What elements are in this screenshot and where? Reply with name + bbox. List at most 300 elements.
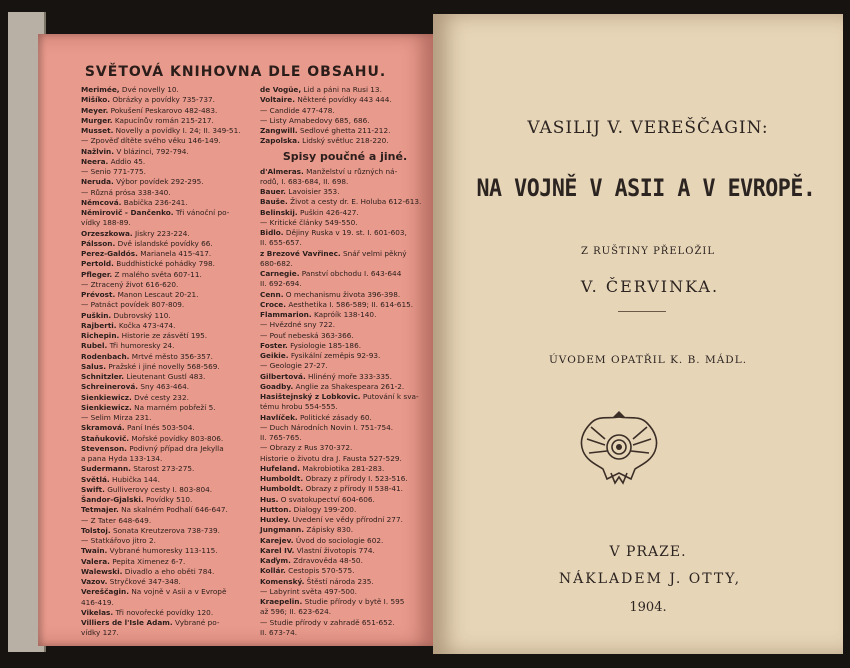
- catalog-entry: [260, 464, 430, 474]
- catalog-entry-text: — Statkářovo jitro 2.: [81, 536, 156, 545]
- catalog-entry-author: Carnegie.: [260, 269, 300, 278]
- catalog-entry-text: Addio 45.: [108, 156, 146, 166]
- catalog-entry-text: Panství obchodu I. 643-644: [299, 269, 402, 278]
- catalog-entry: [81, 259, 256, 269]
- catalog-entry: [260, 433, 430, 443]
- catalog-entry-author: d'Almeras.: [260, 166, 304, 176]
- catalog-entry-text: Jiskry 223-224.: [132, 228, 190, 238]
- catalog-entry-author: Bauer.: [260, 187, 286, 196]
- catalog-entry-text: II. 655-657.: [260, 238, 302, 248]
- catalog-entry-text: Zápisky 830.: [304, 525, 354, 535]
- catalog-entry: [260, 484, 430, 494]
- catalog-entry: [260, 167, 430, 177]
- catalog-entry: [260, 279, 430, 289]
- catalog-entry-text: II. 692-694.: [260, 279, 302, 289]
- catalog-entry: [260, 577, 430, 587]
- catalog-entry-text: Makrobiotika 281-283.: [300, 463, 385, 473]
- catalog-entry-text: Dvé novelly 10.: [119, 85, 179, 94]
- catalog-entry-text: Úvod do sociologie 602.: [293, 535, 384, 545]
- catalog-entry-author: Hus.: [260, 494, 279, 504]
- catalog-entry: [260, 228, 430, 238]
- catalog-entry-author: Foster.: [260, 340, 288, 350]
- catalog-entry-author: Swift.: [81, 484, 105, 494]
- catalog-entry: [81, 475, 256, 485]
- catalog-entry-author: Hufeland.: [260, 463, 301, 473]
- catalog-entry-text: Fysiologie 185-186.: [287, 340, 362, 350]
- catalog-entry: [260, 505, 430, 515]
- catalog-entry-text: Babička 236-241.: [121, 197, 188, 207]
- catalog-entry-author: Rodenbach.: [81, 351, 130, 361]
- catalog-entry-text: 680-682.: [260, 258, 293, 268]
- catalog-entry-text: Gulliverovy cesty I. 803-804.: [104, 484, 213, 494]
- catalog-column-2-fiction: [260, 85, 430, 147]
- catalog-entry-text: Pokušení Peskarovo 482-483.: [108, 105, 218, 115]
- catalog-entry: [81, 382, 256, 392]
- catalog-entry: [260, 116, 430, 126]
- catalog-entry-author: Voltaire.: [260, 95, 295, 105]
- catalog-entry: [81, 198, 256, 208]
- catalog-entry: [260, 197, 430, 207]
- catalog-entry: [81, 444, 256, 454]
- catalog-entry: [260, 259, 430, 269]
- catalog-entry: [81, 434, 256, 444]
- catalog-title: SVĚTOVÁ KNIHOVNA DLE OBSAHU.: [84, 64, 387, 80]
- catalog-entry: [260, 95, 430, 105]
- catalog-entry: [81, 188, 256, 198]
- catalog-entry-text: Vybrané po-: [172, 618, 220, 627]
- catalog-entry-text: — Geologie 27-27.: [260, 361, 328, 371]
- catalog-entry: [260, 597, 430, 607]
- catalog-entry-author: Musset.: [81, 126, 114, 135]
- catalog-entry-text: Sny 463-464.: [138, 382, 190, 392]
- catalog-entry-author: Puškin.: [81, 310, 112, 320]
- catalog-entry-text: Tři novořecké povídky 120.: [113, 607, 214, 617]
- catalog-entry-text: Historie o životu dra J. Fausta 527-529.: [260, 453, 402, 463]
- catalog-entry: [81, 177, 256, 187]
- catalog-entry: [81, 485, 256, 495]
- catalog-entry: [260, 402, 430, 412]
- catalog-entry-text: Hubička 144.: [109, 474, 160, 484]
- catalog-entry-text: Mořské povídky 803-806.: [129, 433, 224, 443]
- catalog-entry-author: Karejev.: [260, 535, 294, 545]
- catalog-entry-text: Stryčkové 347-348.: [107, 577, 181, 586]
- catalog-entry: [260, 290, 430, 300]
- catalog-entry-text: Z malého světa 607-11.: [112, 269, 202, 279]
- catalog-entry-text: vídky 188-89.: [81, 218, 131, 228]
- catalog-entry-author: Nažlvin.: [81, 146, 115, 156]
- catalog-entry: [260, 566, 430, 576]
- catalog-entry: [260, 106, 430, 116]
- catalog-entry: [81, 85, 256, 95]
- catalog-entry-author: Komenský.: [260, 576, 305, 586]
- catalog-entry-author: Rajberti.: [81, 320, 117, 330]
- catalog-entry: [81, 372, 256, 382]
- catalog-entry: [260, 208, 430, 218]
- catalog-entry-text: Kapróík 138-140.: [311, 310, 377, 319]
- catalog-entry-author: Staňukovič.: [81, 433, 130, 443]
- catalog-entry: [260, 361, 430, 371]
- catalog-entry-author: Twain.: [81, 546, 108, 556]
- catalog-entry-text: Uvedení ve vědy přírodní 277.: [290, 515, 403, 524]
- catalog-entry-author: Rubel.: [81, 341, 108, 351]
- catalog-entry-text: rodů, I. 683-684, II. 698.: [260, 176, 349, 186]
- catalog-entry-author: Murger.: [81, 115, 113, 125]
- catalog-entry-author: Skramová.: [81, 423, 125, 433]
- catalog-entry-text: Dvě islandské povídky 66.: [115, 238, 213, 248]
- catalog-entry-text: Snář velmi pěkný: [340, 248, 407, 258]
- catalog-entry: [260, 382, 430, 392]
- catalog-entry-author: Vereščagin.: [81, 587, 130, 597]
- catalog-entry-text: Pražské i jiné novelly 568-569.: [106, 361, 220, 371]
- catalog-entry-author: Humboldt.: [260, 484, 304, 494]
- catalog-entry-author: Merimée,: [81, 85, 120, 94]
- publication-year: 1904.: [629, 600, 667, 615]
- publisher-emblem-icon: [569, 409, 669, 489]
- catalog-entry-author: Sienkiewicz.: [81, 402, 132, 412]
- catalog-entry: [260, 300, 430, 310]
- catalog-entry-author: Schreinerová.: [81, 382, 139, 392]
- catalog-entry: [260, 85, 430, 95]
- catalog-entry-author: Hasištejnský z Lobkovic.: [260, 392, 361, 401]
- catalog-entry: [260, 423, 430, 433]
- catalog-entry-text: Na vojně v Asii a v Evropě: [129, 587, 227, 597]
- catalog-entry-author: Světlá.: [81, 474, 110, 484]
- catalog-entry: [260, 351, 430, 361]
- catalog-entry: [81, 321, 256, 331]
- catalog-entry-author: Hutton.: [260, 504, 292, 514]
- catalog-entry-text: II. 765-765.: [260, 433, 302, 442]
- catalog-entry-text: Povídky 510.: [143, 495, 193, 504]
- catalog-entry: [81, 526, 256, 536]
- catalog-entry-text: Fysikální zeměpis 92-93.: [288, 351, 381, 360]
- catalog-entry-text: Marianela 415-417.: [137, 249, 212, 258]
- catalog-entry-text: — Obrazy z Rus 370-372.: [260, 443, 353, 453]
- catalog-entry: [260, 187, 430, 197]
- catalog-entry: [81, 587, 256, 597]
- catalog-entry-author: Havlíček.: [260, 412, 298, 422]
- catalog-entry: [81, 116, 256, 126]
- catalog-entry: [81, 229, 256, 239]
- catalog-entry: [260, 238, 430, 248]
- catalog-entry-author: Šandor-Gjalski.: [81, 495, 144, 504]
- catalog-entry-author: Salus.: [81, 361, 106, 371]
- catalog-entry-author: Meyer.: [81, 105, 109, 115]
- catalog-entry-author: Goadby.: [260, 381, 294, 391]
- catalog-entry: [81, 495, 256, 505]
- catalog-entry: [260, 607, 430, 617]
- catalog-entry-text: O mechanismu života 396-398.: [283, 289, 401, 299]
- catalog-entry-author: z Brezové Vavřinec.: [260, 248, 341, 258]
- catalog-entry-text: Dialogy 199-200.: [291, 504, 357, 514]
- catalog-entry: [81, 147, 256, 157]
- catalog-entry-author: Humboldt.: [260, 474, 304, 483]
- catalog-entry: [260, 618, 430, 628]
- catalog-entry-text: Divadlo a eho oběti 784.: [122, 566, 215, 576]
- catalog-entry-text: Mrtvé město 356-357.: [129, 351, 213, 361]
- catalog-entry-text: Kapucínův román 215-217.: [112, 115, 214, 125]
- catalog-entry: [260, 628, 430, 638]
- catalog-entry-author: Neera.: [81, 156, 109, 166]
- catalog-entry-text: Historie ze zásvětí 195.: [119, 331, 208, 340]
- catalog-entry-text: až 596; II. 623-624.: [260, 607, 332, 617]
- catalog-entry-text: Lavoisier 353.: [285, 187, 340, 196]
- catalog-entry-text: Aesthetika I. 586-589; II. 614-615.: [286, 299, 414, 309]
- catalog-entry: [81, 464, 256, 474]
- catalog-entry-text: a pana Hyda 133-134.: [81, 454, 163, 463]
- catalog-entry: [81, 167, 256, 177]
- catalog-entry: [260, 126, 430, 136]
- catalog-entry-text: Lidský světluc 218-220.: [299, 136, 389, 146]
- catalog-entry-author: Němcová.: [81, 197, 122, 207]
- catalog-entry-text: Hlinéný moře 333-335.: [305, 371, 392, 381]
- catalog-entry: [260, 515, 430, 525]
- catalog-entry-text: — Ztracený život 616-620.: [81, 279, 179, 289]
- catalog-entry-text: Zdravověda 48-50.: [290, 556, 363, 565]
- catalog-entry-text: Obrazy z přírody II 538-41.: [303, 484, 403, 494]
- catalog-entry-author: Karel IV.: [260, 545, 295, 555]
- catalog-entry: [81, 126, 256, 136]
- translator-name: V. ČERVINKA.: [580, 277, 720, 296]
- catalog-entry-author: Zapolska.: [260, 136, 300, 146]
- catalog-entry-text: — Zpověď dítěte svého věku 146-149.: [81, 136, 221, 146]
- catalog-entry: [81, 300, 256, 310]
- catalog-entry: [81, 352, 256, 362]
- catalog-entry-text: tému hrobu 554-555.: [260, 402, 338, 412]
- catalog-entry-text: Anglie za Shakespeara 261-2.: [293, 381, 405, 391]
- catalog-section-title: Spisy poučné a jiné.: [282, 149, 408, 163]
- catalog-entry: [81, 505, 256, 515]
- catalog-entry-text: Politické zásady 60.: [297, 412, 372, 422]
- catalog-entry: [81, 546, 256, 556]
- catalog-entry: [260, 546, 430, 556]
- catalog-entry: [260, 218, 430, 228]
- catalog-entry-text: Podivný případ dra Jekylla: [126, 443, 224, 453]
- catalog-entry-text: Starost 273-275.: [130, 464, 195, 474]
- catalog-entry: [81, 239, 256, 249]
- catalog-entry: [81, 598, 256, 608]
- catalog-entry: [81, 270, 256, 280]
- catalog-entry: [260, 341, 430, 351]
- catalog-entry-author: Pálsson.: [81, 238, 116, 248]
- catalog-entry: [81, 618, 256, 628]
- catalog-entry-text: Na marném pobřeží 5.: [131, 402, 216, 412]
- catalog-entry: [81, 331, 256, 341]
- catalog-entry-text: Paní Inés 503-504.: [124, 423, 195, 433]
- catalog-entry-text: Lieutenant Gustl 483.: [124, 372, 206, 381]
- catalog-entry-author: Tetmajer.: [81, 505, 119, 515]
- catalog-entry-text: — Kritické články 549-550.: [260, 217, 358, 227]
- catalog-entry-text: Obrazy z přírody I. 523-516.: [303, 474, 408, 483]
- catalog-entry: [260, 587, 430, 597]
- right-page-title: [433, 14, 843, 654]
- catalog-entry: [81, 208, 256, 218]
- catalog-entry: [260, 556, 430, 566]
- catalog-entry-text: Dějiny Ruska v 19. st. I. 601-603,: [283, 228, 407, 237]
- catalog-entry: [81, 95, 256, 105]
- catalog-entry-text: Vybrané humoresky 113-115.: [107, 546, 218, 556]
- catalog-entry: [260, 536, 430, 546]
- catalog-entry-author: Pertold.: [81, 259, 114, 269]
- catalog-entry-author: Gilbertová.: [260, 371, 306, 381]
- book-title: NA VOJNĚ V ASII A V EVROPĚ.: [476, 174, 816, 202]
- catalog-entry-author: Huxley.: [260, 515, 291, 524]
- catalog-entry: [81, 608, 256, 618]
- catalog-entry-author: Zangwill.: [260, 126, 298, 135]
- catalog-entry: [81, 516, 256, 526]
- catalog-entry-text: Tři vánoční po-: [173, 208, 230, 217]
- catalog-entry-text: — Labyrint světa 497-500.: [260, 586, 358, 596]
- catalog-entry: [260, 269, 430, 279]
- catalog-entry-text: Sonata Kreutzerova 738-739.: [110, 525, 220, 535]
- catalog-entry-text: Na skalném Podhalí 646-647.: [118, 505, 228, 515]
- catalog-entry: [81, 249, 256, 259]
- catalog-entry-author: Bidlo.: [260, 228, 284, 237]
- catalog-entry-text: — Duch Národních Novin I. 751-754.: [260, 422, 394, 432]
- catalog-entry-text: Sedlové ghetta 211-212.: [297, 126, 391, 135]
- catalog-entry: [81, 218, 256, 228]
- introduction-credit: ÚVODEM OPATŘIL K. B. MÁDL.: [548, 354, 748, 366]
- catalog-entry: [81, 557, 256, 567]
- catalog-entry-text: — Hvězdné sny 722.: [260, 320, 336, 330]
- catalog-entry: [260, 177, 430, 187]
- divider-rule: [618, 311, 666, 312]
- catalog-entry: [81, 362, 256, 372]
- catalog-entry-text: O svatokupectví 604-606.: [278, 494, 375, 504]
- catalog-entry-text: V blázinci, 792-794.: [114, 146, 189, 156]
- catalog-entry-author: Tolstoj.: [81, 525, 111, 535]
- catalog-entry: [81, 454, 256, 464]
- catalog-entry: [260, 454, 430, 464]
- catalog-entry-author: Vazov.: [81, 577, 108, 586]
- catalog-entry-author: de Vogüe,: [260, 85, 302, 94]
- catalog-entry-text: Vlastní životopis 774.: [294, 545, 375, 555]
- catalog-entry-text: Manon Lescaut 20-21.: [115, 290, 199, 299]
- catalog-entry-author: Pfleger.: [81, 269, 113, 279]
- catalog-entry: [81, 311, 256, 321]
- catalog-entry: [81, 157, 256, 167]
- catalog-entry-author: Kollár.: [260, 566, 286, 576]
- catalog-entry-author: Neruda.: [81, 177, 114, 187]
- catalog-entry-author: Schnitzler.: [81, 372, 124, 381]
- catalog-entry: [81, 577, 256, 587]
- publication-city: V PRAZE.: [609, 544, 687, 560]
- catalog-entry: [81, 393, 256, 403]
- catalog-entry-text: Lid a páni na Rusi 13.: [301, 85, 382, 94]
- catalog-entry: [260, 310, 430, 320]
- catalog-entry: [81, 567, 256, 577]
- catalog-entry-text: — Listy Amabedovy 685, 686.: [260, 115, 370, 125]
- catalog-entry-text: — Z Tater 648-649.: [81, 515, 152, 525]
- catalog-entry-text: — Různá prósa 338-340.: [81, 187, 171, 197]
- catalog-entry-author: Richepin.: [81, 331, 120, 340]
- catalog-entry-author: Geikie.: [260, 351, 289, 360]
- catalog-entry-text: Pepita Ximenez 6-7.: [109, 556, 186, 566]
- catalog-entry-text: vídky 127.: [81, 628, 119, 638]
- catalog-entry-text: Výbor povídek 292-295.: [113, 177, 204, 187]
- catalog-entry-author: Orzeszkowa.: [81, 228, 133, 238]
- catalog-entry-text: Studie přírody v bytě I. 595: [302, 597, 405, 606]
- left-page-catalog: [38, 34, 433, 646]
- catalog-entry: [260, 443, 430, 453]
- catalog-entry: [260, 249, 430, 259]
- catalog-column-2-nonfiction: [260, 167, 430, 639]
- catalog-entry-author: Vikelas.: [81, 607, 114, 617]
- catalog-entry: [260, 136, 430, 146]
- catalog-entry: [260, 392, 430, 402]
- catalog-entry-author: Belinskij.: [260, 207, 298, 217]
- catalog-entry-text: Dvé cesty 232.: [131, 392, 189, 402]
- catalog-column-2: [260, 85, 430, 638]
- catalog-entry: [260, 474, 430, 484]
- catalog-entry-text: Novelly a povídky I. 24; II. 349-51.: [113, 126, 241, 135]
- catalog-entry-text: Puškin 426-427.: [297, 207, 359, 217]
- catalog-entry-text: Některé povídky 443 444.: [295, 95, 392, 105]
- catalog-entry-author: Cenn.: [260, 289, 284, 299]
- catalog-entry: [81, 628, 256, 638]
- catalog-entry-author: Sudermann.: [81, 464, 131, 474]
- catalog-entry: [81, 536, 256, 546]
- catalog-entry-text: — Senio 771-775.: [81, 167, 146, 176]
- catalog-entry: [81, 136, 256, 146]
- catalog-entry-author: Stevenson.: [81, 443, 127, 453]
- catalog-entry-author: Prévost.: [81, 290, 116, 299]
- catalog-column-1: [81, 85, 256, 639]
- catalog-entry-text: Tři humoresky 24.: [107, 341, 175, 351]
- catalog-entry-text: Cestopis 570-575.: [285, 566, 355, 576]
- catalog-entry: [260, 413, 430, 423]
- catalog-entry: [260, 525, 430, 535]
- catalog-entry: [260, 495, 430, 505]
- catalog-entry-text: Manželství u různých ná-: [303, 166, 398, 176]
- catalog-entry-text: — Studie přírody v zahradě 651-652.: [260, 617, 395, 627]
- catalog-entry: [260, 372, 430, 382]
- catalog-entry: [81, 423, 256, 433]
- catalog-entry-author: Villiers de l'Isle Adam.: [81, 618, 173, 627]
- catalog-entry-author: Croce.: [260, 299, 287, 309]
- catalog-entry-text: — Pouť nebeská 363-366.: [260, 330, 354, 340]
- catalog-entry-text: Štěstí národa 235.: [304, 576, 374, 586]
- catalog-entry-author: Flammarion.: [260, 310, 312, 319]
- catalog-entry-author: Jungmann.: [260, 525, 305, 535]
- catalog-entry-text: Život a cesty dr. E. Holuba 612-613.: [287, 197, 422, 207]
- catalog-entry-author: Němirovič - Dančenko.: [81, 208, 174, 217]
- catalog-entry: [81, 341, 256, 351]
- catalog-entry-author: Kraepelin.: [260, 597, 303, 606]
- catalog-entry: [81, 280, 256, 290]
- catalog-entry-text: Buddhistické pohádky 798.: [113, 259, 215, 269]
- catalog-entry-text: — Selim Mirza 231.: [81, 413, 152, 422]
- catalog-entry: [81, 106, 256, 116]
- catalog-entry-text: — Patnáct povídek 807-809.: [81, 300, 185, 310]
- catalog-entry: [260, 320, 430, 330]
- catalog-entry-text: — Candide 477-478.: [260, 105, 335, 115]
- catalog-entry-text: Kočka 473-474.: [116, 320, 176, 330]
- catalog-entry-author: Walewski.: [81, 566, 123, 576]
- catalog-entry-text: 416-419.: [81, 597, 114, 607]
- catalog-entry-author: Sienkiewicz.: [81, 392, 132, 402]
- catalog-entry-author: Bauše.: [260, 197, 288, 207]
- catalog-entry-text: II. 673-74.: [260, 627, 298, 637]
- catalog-entry-author: Valera.: [81, 556, 110, 566]
- author-name: VASILIJ V. VEREŠČAGIN:: [527, 118, 769, 138]
- publisher-name: NÁKLADEM J. OTTY,: [558, 571, 742, 587]
- catalog-entry-author: Kaďym.: [260, 556, 291, 565]
- catalog-entry-text: Putování k sva-: [360, 392, 419, 401]
- catalog-entry-text: Obrázky a povídky 735-737.: [110, 95, 215, 105]
- translated-from: Z RUŠTINY PŘELOŽIL: [580, 246, 716, 257]
- catalog-entry-author: Perez-Galdós.: [81, 249, 138, 258]
- catalog-entry: [81, 403, 256, 413]
